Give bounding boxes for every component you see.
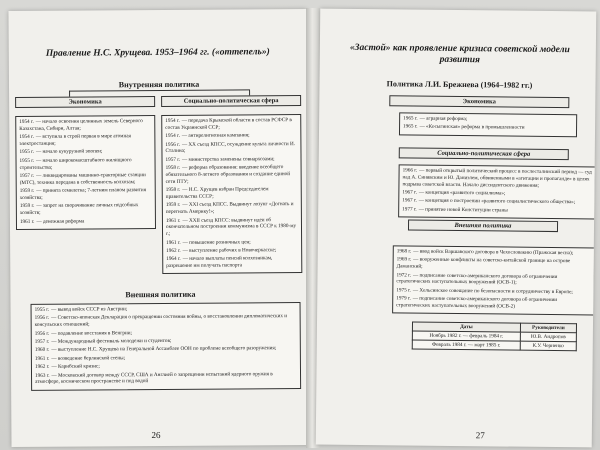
list-item: 1963 г. — Московский договор между СССР, США и Англией о запрещении испытаний ядерного оружия в атмосфере, космическом пространстве и под водой xyxy=(35,370,273,386)
list-item: 1972 г. — подписание советско-американского договора об ограничении стратегических наступательных вооружений (ОСВ-1); xyxy=(396,271,558,287)
table-cell: К.У. Черненко xyxy=(520,341,576,351)
list-item: 1962 г. — выступление рабочих в Новочеркасске; xyxy=(166,247,277,254)
list-item: 1956 г. — подавление восстания в Венгрии; xyxy=(34,329,132,337)
social-heading: Социально-политическая сфера xyxy=(399,147,569,160)
list-item: 1954 г. — начало освоения целинных земель Северного Казахстана, Сибири, Алтая; xyxy=(19,118,143,132)
list-item: 1977 г. — принятие новой Конституции страны xyxy=(402,206,508,214)
left-page-title: Правление Н.С. Хрущева. 1953–1964 гг. («оттепель») xyxy=(45,47,270,59)
list-item: 1967 г. — концепция о построении «развитого социалистического общества»; xyxy=(402,197,576,206)
list-item: 1959 г. — запрет на сворачивание личных подсобных хозяйств; xyxy=(19,202,139,217)
list-item: 1954 г. — передача Крымской области в состав РСФСР в состав Украинской ССР; xyxy=(165,117,292,131)
list-item: 1955 г. — начало кукурузной эпопеи; xyxy=(19,148,103,156)
list-item: 1965 г. — «Косыгинская» реформа в промышленности xyxy=(403,123,525,132)
connector-line xyxy=(69,89,249,91)
page-number: 27 xyxy=(475,430,485,441)
economy-heading: Экономика xyxy=(389,95,569,108)
economy-column xyxy=(15,96,156,230)
list-item: 1966 г. — первый открытый политический процесс в послесталинский период — суд над А. Синявским и Ю. Даниэлем, обвиненными в «агитации и пропаганде» в целях подрыва советской власти. Начало диссидентского движения; xyxy=(402,167,592,189)
right-page-title: «Застой» как проявление кризиса советской модели развития xyxy=(349,42,570,66)
economy-block xyxy=(389,95,569,108)
list-item: 1961 г. — денежная реформа xyxy=(19,218,85,225)
right-page xyxy=(316,9,597,448)
list-item: 1957 г. — министерства заменены совнархозами; xyxy=(165,155,275,163)
list-item: 1956 г. — Советско-японская Декларация о прекращении состояния войны, о восстановлении дипломатических и консульских отношений; xyxy=(34,313,288,329)
social-column xyxy=(161,95,302,274)
list-item: 1959 г. — XXI съезд КПСС. Выдвинут лозунг «Догнать и перегнать Америку!»; xyxy=(165,201,294,216)
list-item: 1968 г. — ввод войск Варшавского договора в Чехословакию (Пражская весна); xyxy=(396,248,574,257)
social-heading: Социально-политическая сфера xyxy=(161,95,301,107)
list-item: 1959 г. — принята семилетка; 7-летним планом развития хозяйства; xyxy=(19,187,147,201)
list-item: 1967 г. — концепция «развитого социализма»; xyxy=(402,189,506,197)
list-item: 1979 г. — подписание советско-американского договора об ограничении стратегических наступательных вооружений (ОСВ-2) xyxy=(396,295,558,310)
list-item: 1958 г. — реформа образования: введение всеобщего обязательного 8-летнего образования и создание единой сети ПТУ; xyxy=(165,164,291,185)
brezhnev-subtitle: Политика Л.И. Брежнева (1964–1982 гг.) xyxy=(386,79,533,90)
left-page xyxy=(8,9,309,447)
table-cell: Февраль 1984 г. — март 1985 г. xyxy=(412,340,520,350)
table-header: Руководители xyxy=(520,323,576,333)
list-item: 1957 г. — ликвидированы машинно-тракторные станции (МТС), техника передана в собственность колхозам; xyxy=(19,172,146,186)
list-item: 1958 г. — Н.С. Хрущев избран Председателем правительства СССР; xyxy=(165,186,269,200)
list-item: 1961 г. — повышение розничных цен; xyxy=(166,238,251,246)
list-item: 1956 г. — XX съезд КПСС, осуждение культа личности И. Сталина; xyxy=(165,140,296,155)
economy-list xyxy=(15,115,156,230)
internal-policy-heading: Внутренняя политика xyxy=(118,79,200,90)
list-item: 1955 г. — вывод войск СССР из Австрии; xyxy=(34,306,128,313)
leaders-table xyxy=(412,322,577,352)
table-cell: Ю.В. Андропов xyxy=(520,332,576,342)
list-item: 1960 г. — выступление Н.С. Хрущева на Генеральной Ассамблее ООН по проблеме всеобщего разоружения; xyxy=(34,345,277,354)
list-item: 1961 г. — XXII съезд КПСС: выдвинут идеи об окончательном построении коммунизма в СССР к 1980-му г.; xyxy=(165,216,297,238)
external-block xyxy=(408,219,558,232)
table-header: Даты xyxy=(412,322,520,332)
list-item: 1969 г. — вооруженные конфликты на советско-китайской границе на острове Даманский; xyxy=(396,256,571,270)
external-policy-list xyxy=(31,302,302,391)
list-item: 1964 г. — начало выплаты пенсий колхозникам, разрешение им получать паспорта xyxy=(166,255,273,270)
list-item: 1955 г. — начало широкомасштабного жилищного строительства; xyxy=(19,156,132,171)
external-policy-heading: Внешняя политика xyxy=(125,289,196,300)
social-list xyxy=(398,164,596,219)
social-block xyxy=(399,147,569,160)
table-row xyxy=(412,340,576,351)
list-item: 1975 г. — Хельсинское совещание по безопасности и сотрудничеству в Европе; xyxy=(396,287,573,295)
list-item: 1962 г. — Карибский кризис; xyxy=(34,363,100,371)
economy-list xyxy=(399,112,577,137)
economy-heading: Экономика xyxy=(15,96,155,108)
social-list xyxy=(161,114,302,274)
list-item: 1954 г. — антирелигиозная кампания; xyxy=(165,132,250,140)
table-cell: Ноябрь 1982 г. — февраль 1984 г. xyxy=(412,331,520,341)
list-item: 1965 г. — аграрная реформа; xyxy=(403,115,468,123)
list-item: 1961 г. — возведение берлинской стены; xyxy=(34,354,126,362)
list-item: 1957 г. — Международный фестиваль молодежи и студентов; xyxy=(34,337,172,345)
list-item: 1954 г. — вступила в строй первая в мире атомная электростанция; xyxy=(19,133,131,147)
external-list xyxy=(392,245,596,315)
page-number: 26 xyxy=(151,429,161,441)
external-heading: Внешняя политика xyxy=(408,219,558,232)
